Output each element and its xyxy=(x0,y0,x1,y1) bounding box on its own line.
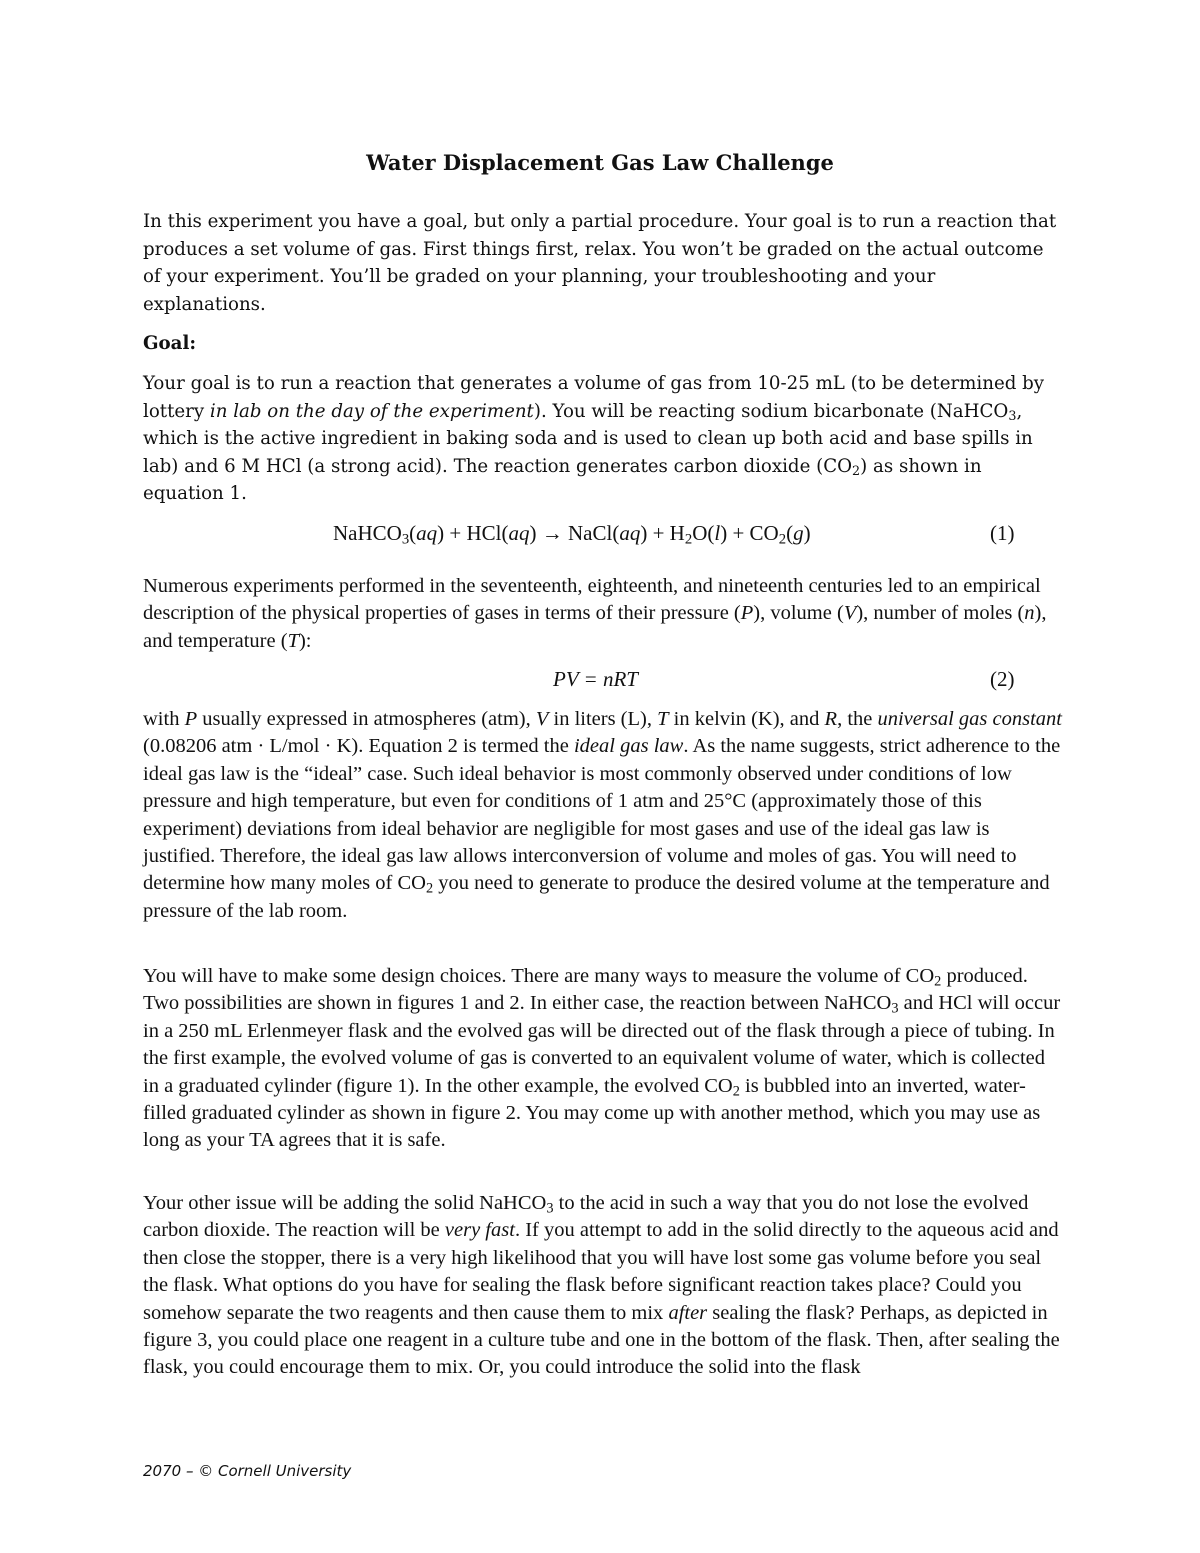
gas-properties-paragraph: Numerous experiments performed in the seventeenth, eighteenth, and nineteenth centuries led to an empirical description of the physical properties of gases in terms of their pressure (P), volume (V), number of moles (n), and temperature (T): xyxy=(143,575,1047,652)
intro-paragraph: In this experiment you have a goal, but only a partial procedure. Your goal is to run a reaction that produces a set volume of gas. First things first, relax. You won’t be graded on the actual outcome of your experiment. You’ll be graded on your planning, your troubleshooting and your explanations. xyxy=(143,211,1057,315)
equation-2-number: (2) xyxy=(990,667,1015,691)
goal-heading: Goal: xyxy=(143,333,197,354)
goal-paragraph: Your goal is to run a reaction that generates a volume of gas from 10-25 mL (to be determined by lottery in lab on the day of the experiment). You will be reacting sodium bicarbonate (NaHCO$_3$, which is the active ingredient in baking soda and is used to clean up both acid and base spills in lab) and 6 M HCl (a strong acid). The reaction generates carbon dioxide $(CO_2)$ as shown in equation 1. xyxy=(143,373,1045,504)
design-choices-paragraph: You will have to make some design choices. There are many ways to measure the volume of $CO_2$ produced. Two possibilities are shown in figures 1 and 2. In either case, the reaction between NaHCO$_3$ and HCl will occur in a 250 mL Erlenmeyer flask and the evolved gas will be directed out of the flask through a piece of tubing. In the first example, the evolved volume of gas is converted to an equivalent volume of water, which is collected in a graduated cylinder (figure 1). In the other example, the evolved $CO_2$ is bubbled into an inverted, water-filled graduated cylinder as shown in figure 2. You may come up with another method, which you may use as long as your TA agrees that it is safe. xyxy=(143,965,1061,1152)
equation-2: PV = nRT xyxy=(553,667,638,691)
adding-solid-paragraph: Your other issue will be adding the solid NaHCO$_3$ to the acid in such a way that you do not lose the evolved carbon dioxide. The reaction will be very fast. If you attempt to add in the solid directly to the aqueous acid and then close the stopper, there is a very high likelihood that you will have lost some gas volume before you seal the flask. What options do you have for sealing the flask before significant reaction takes place? Could you somehow separate the two reagents and then cause them to mix after sealing the flask? Perhaps, as depicted in figure 3, you could place one reagent in a culture tube and one in the bottom of the flask. Then, after sealing the flask, you could encourage them to mix. Or, you could introduce the solid into the flask xyxy=(143,1192,1060,1379)
ideal-gas-paragraph: with P usually expressed in atmospheres (atm), V in liters (L), T in kelvin (K), and R, the universal gas constant (0.08206 atm · L/mol · K). Equation 2 is termed the ideal gas law. As the name suggests, strict adherence to the ideal gas law is the “ideal” case. Such ideal behavior is most commonly observed under conditions of low pressure and high temperature, but even for conditions of 1 atm and 25°C (approximately those of this experiment) deviations from ideal behavior are negligible for most gases and use of the ideal gas law is justified. Therefore, the ideal gas law allows interconversion of volume and moles of gas. You will need to determine how many moles of $CO_2$ you need to generate to produce the desired volume at the temperature and pressure of the lab room. xyxy=(143,708,1062,922)
page-footer: 2070 – © Cornell University xyxy=(143,1462,352,1480)
page-title: Water Displacement Gas Law Challenge xyxy=(366,150,834,175)
equation-1: NaHCO$_3$(aq) + HCl(aq) → NaCl(aq) + $H_2O(l) + CO_2(g)$ xyxy=(333,521,811,548)
equation-1-number: (1) xyxy=(990,521,1015,545)
